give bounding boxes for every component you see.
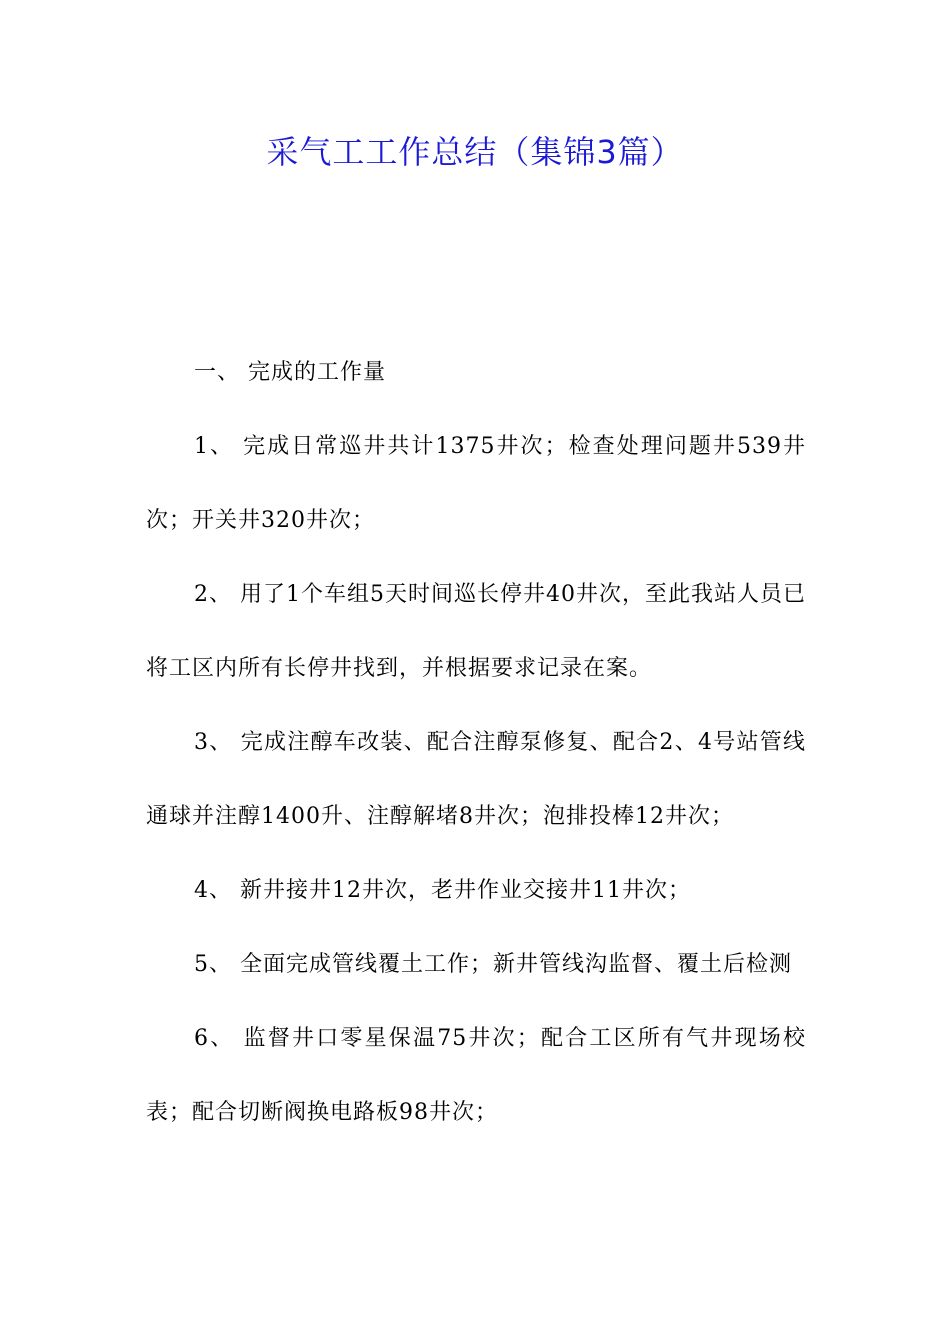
paragraph-item-2: 2、 用了1个车组5天时间巡长停井40井次，至此我站人员已将工区内所有长停井找到，并根据要求记录在案。 [146, 582, 806, 681]
paragraph-item-1: 1、 完成日常巡井共计1375井次；检查处理问题井539井次；开关井320井次； [146, 434, 806, 533]
paragraph-item-4: 4、 新井接井12井次，老井作业交接井11井次； [194, 878, 691, 903]
section-heading: 一、 完成的工作量 [194, 360, 386, 385]
paragraph-item-5: 5、 全面完成管线覆土工作；新井管线沟监督、覆土后检测 [194, 952, 792, 977]
document-body [146, 336, 806, 1150]
paragraph-item-6: 6、 监督井口零星保温75井次；配合工区所有气井现场校表；配合切断阀换电路板98井次； [146, 1026, 806, 1125]
paragraph-item-3: 3、 完成注醇车改装、配合注醇泵修复、配合2、4号站管线通球并注醇1400升、注醇解堵8井次；泡排投棒12井次； [146, 730, 806, 829]
document-title: 采气工工作总结（集锦3篇） [266, 133, 684, 171]
